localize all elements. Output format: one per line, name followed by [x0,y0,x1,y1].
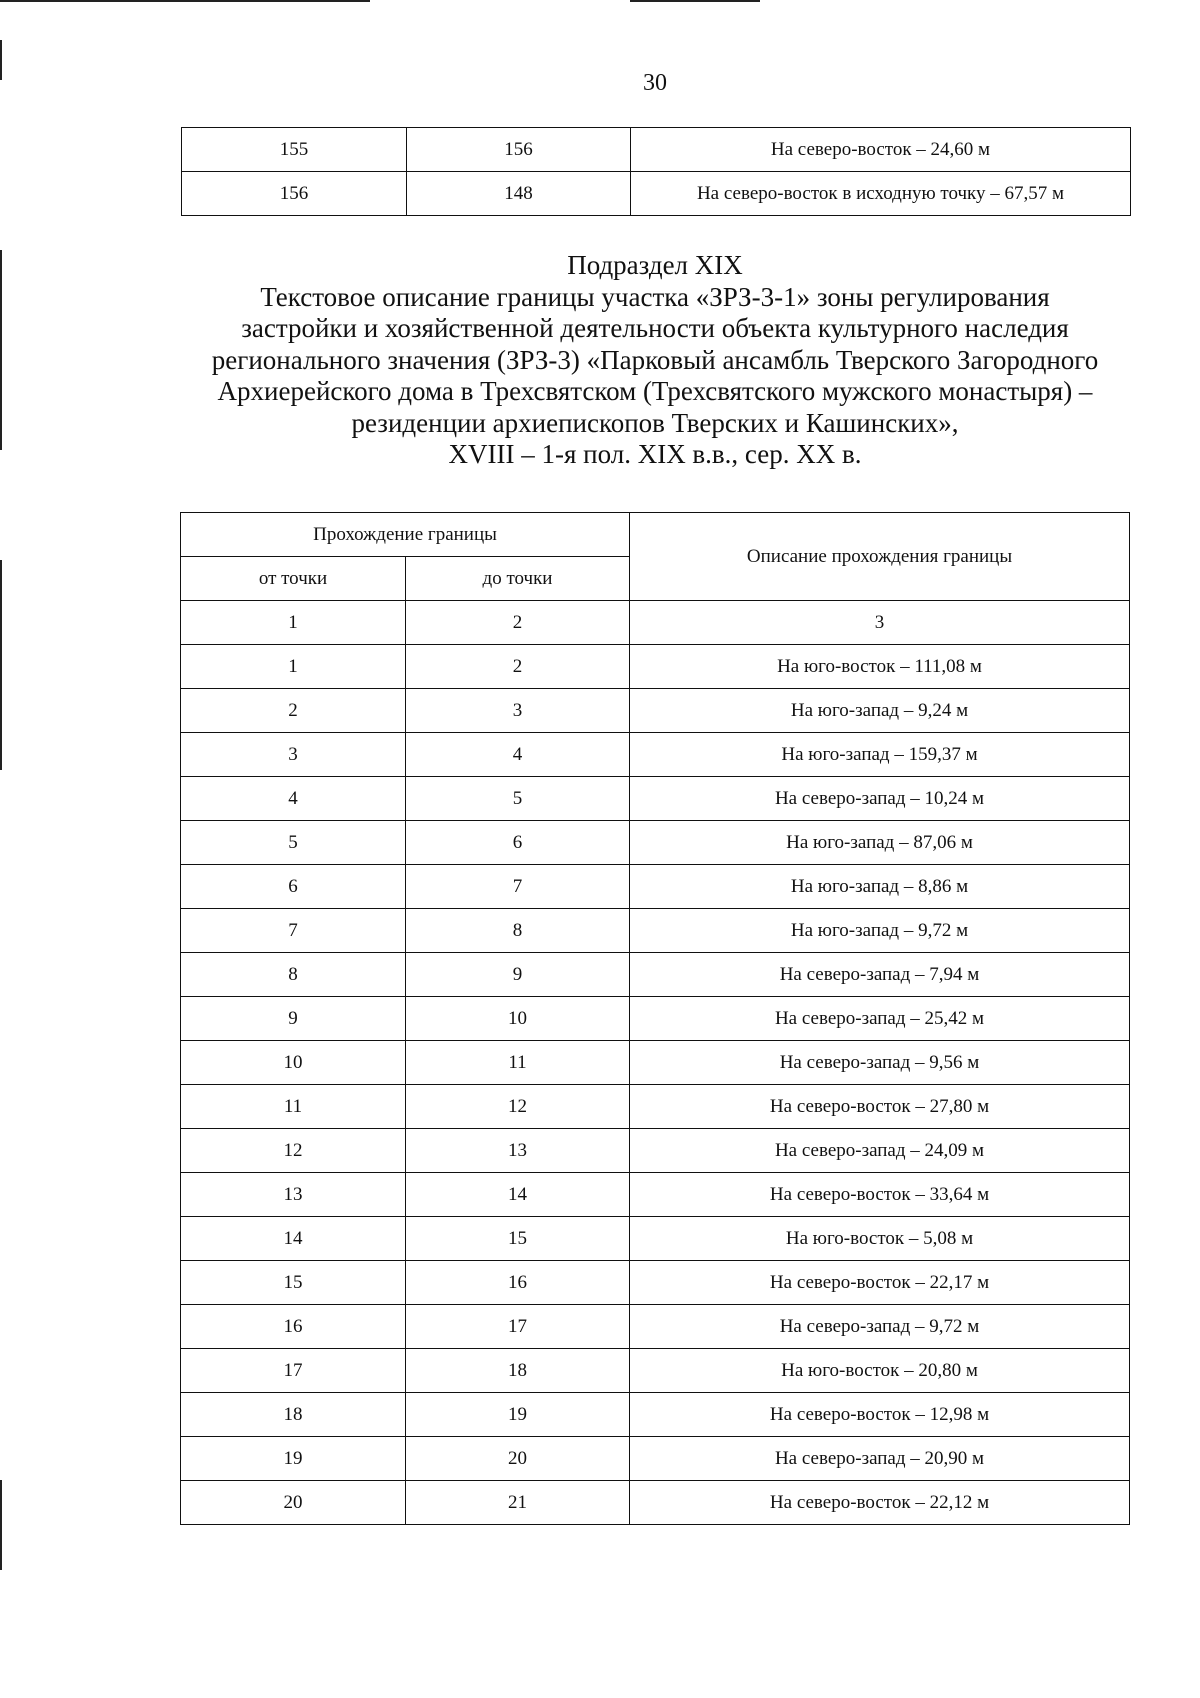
description-cell: На северо-восток – 27,80 м [630,1085,1130,1129]
to-point-cell: 7 [406,865,630,909]
from-point-cell: 16 [181,1305,406,1349]
table-row [181,821,1130,865]
table-row [181,1129,1130,1173]
table-row [181,1173,1130,1217]
to-point-cell: 9 [406,953,630,997]
description-cell: На юго-запад – 159,37 м [630,733,1130,777]
description-cell: На северо-восток – 33,64 м [630,1173,1130,1217]
to-point-cell: 8 [406,909,630,953]
to-point-cell: 18 [406,1349,630,1393]
to-point-cell: 3 [406,689,630,733]
to-point-cell: 13 [406,1129,630,1173]
to-point-cell: 19 [406,1393,630,1437]
table-row [181,689,1130,733]
description-cell: На северо-запад – 7,94 м [630,953,1130,997]
from-point-cell: 3 [181,733,406,777]
from-point-cell: 17 [181,1349,406,1393]
to-point-cell: 2 [406,645,630,689]
from-point-cell: 18 [181,1393,406,1437]
description-cell: На северо-запад – 10,24 м [630,777,1130,821]
description-cell: На северо-запад – 25,42 м [630,997,1130,1041]
table-row [181,1349,1130,1393]
description-cell: На северо-восток – 22,12 м [630,1481,1130,1525]
to-point-cell: 21 [406,1481,630,1525]
scan-artifact-left-edge [0,250,2,450]
scan-artifact-left-edge [0,1480,2,1570]
to-point-cell: 15 [406,1217,630,1261]
description-cell: На юго-восток – 5,08 м [630,1217,1130,1261]
table-row [181,1085,1130,1129]
to-point-cell: 14 [406,1173,630,1217]
header-from-point: от точки [181,557,406,601]
table-row [181,1393,1130,1437]
from-point-cell: 1 [181,645,406,689]
boundary-table [180,512,1130,1525]
description-cell: На северо-восток в исходную точку – 67,57 м [631,172,1131,216]
from-point-cell: 7 [181,909,406,953]
scan-artifact-top-right [630,0,760,2]
continuation-table-body [182,128,1131,216]
heading-line: Архиерейского дома в Трехсвятском (Трехсвятского мужского монастыря) – [217,376,1093,406]
heading-line: регионального значения (ЗРЗ-3) «Парковый ансамбль Тверского Загородного [211,344,1099,375]
section-heading [160,250,1150,471]
table-row [181,1217,1130,1261]
table-row [181,1261,1130,1305]
from-point-cell: 12 [181,1129,406,1173]
table-row [181,997,1130,1041]
from-point-cell: 15 [181,1261,406,1305]
description-cell: На юго-восток – 111,08 м [630,645,1130,689]
subsection-title: Подраздел XIX [567,250,743,280]
from-point-cell: 2 [181,689,406,733]
scan-artifact-left-edge [0,560,2,770]
to-point-cell: 156 [407,128,631,172]
description-cell: На северо-запад – 24,09 м [630,1129,1130,1173]
table-row [181,1041,1130,1085]
header-row [181,513,1130,557]
heading-line: Текстовое описание границы участка «ЗРЗ-3-1» зоны регулирования [260,281,1050,312]
column-numbering-row [181,601,1130,645]
heading-line: резиденции архиепископов Тверских и Кашинских», [351,407,959,438]
table-row [181,953,1130,997]
from-point-cell: 10 [181,1041,406,1085]
description-cell: На юго-восток – 20,80 м [630,1349,1130,1393]
from-point-cell: 6 [181,865,406,909]
table-row [181,1437,1130,1481]
table-row [181,1481,1130,1525]
description-cell: На северо-запад – 20,90 м [630,1437,1130,1481]
to-point-cell: 17 [406,1305,630,1349]
table-row [181,777,1130,821]
table-row [181,645,1130,689]
to-point-cell: 16 [406,1261,630,1305]
page-number: 30 [643,70,667,96]
to-point-cell: 148 [407,172,631,216]
column-number: 3 [630,601,1130,645]
from-point-cell: 155 [182,128,407,172]
header-description: Описание прохождения границы [630,513,1130,601]
description-cell: На юго-запад – 87,06 м [630,821,1130,865]
from-point-cell: 19 [181,1437,406,1481]
to-point-cell: 11 [406,1041,630,1085]
description-cell: На северо-запад – 9,56 м [630,1041,1130,1085]
from-point-cell: 20 [181,1481,406,1525]
from-point-cell: 5 [181,821,406,865]
heading-line: XVIII – 1-я пол. XIX в.в., сер. XX в. [448,439,862,469]
table-row [181,865,1130,909]
table-row [181,909,1130,953]
from-point-cell: 9 [181,997,406,1041]
from-point-cell: 4 [181,777,406,821]
to-point-cell: 20 [406,1437,630,1481]
boundary-table-body [181,645,1130,1525]
description-cell: На северо-восток – 12,98 м [630,1393,1130,1437]
column-number: 1 [181,601,406,645]
from-point-cell: 156 [182,172,407,216]
to-point-cell: 5 [406,777,630,821]
header-boundary-passage: Прохождение границы [181,513,630,557]
description-cell: На северо-восток – 22,17 м [630,1261,1130,1305]
heading-line: застройки и хозяйственной деятельности объекта культурного наследия [241,313,1069,343]
table-row [181,1305,1130,1349]
description-cell: На северо-восток – 24,60 м [631,128,1131,172]
from-point-cell: 11 [181,1085,406,1129]
description-cell: На северо-запад – 9,72 м [630,1305,1130,1349]
description-cell: На юго-запад – 9,24 м [630,689,1130,733]
to-point-cell: 12 [406,1085,630,1129]
description-cell: На юго-запад – 9,72 м [630,909,1130,953]
continuation-table [181,127,1131,216]
from-point-cell: 13 [181,1173,406,1217]
from-point-cell: 14 [181,1217,406,1261]
column-number: 2 [406,601,630,645]
to-point-cell: 6 [406,821,630,865]
table-row [181,733,1130,777]
description-cell: На юго-запад – 8,86 м [630,865,1130,909]
table-row [182,128,1131,172]
from-point-cell: 8 [181,953,406,997]
header-to-point: до точки [406,557,630,601]
table-row [182,172,1131,216]
to-point-cell: 4 [406,733,630,777]
to-point-cell: 10 [406,997,630,1041]
scan-artifact-top-left [0,0,370,2]
